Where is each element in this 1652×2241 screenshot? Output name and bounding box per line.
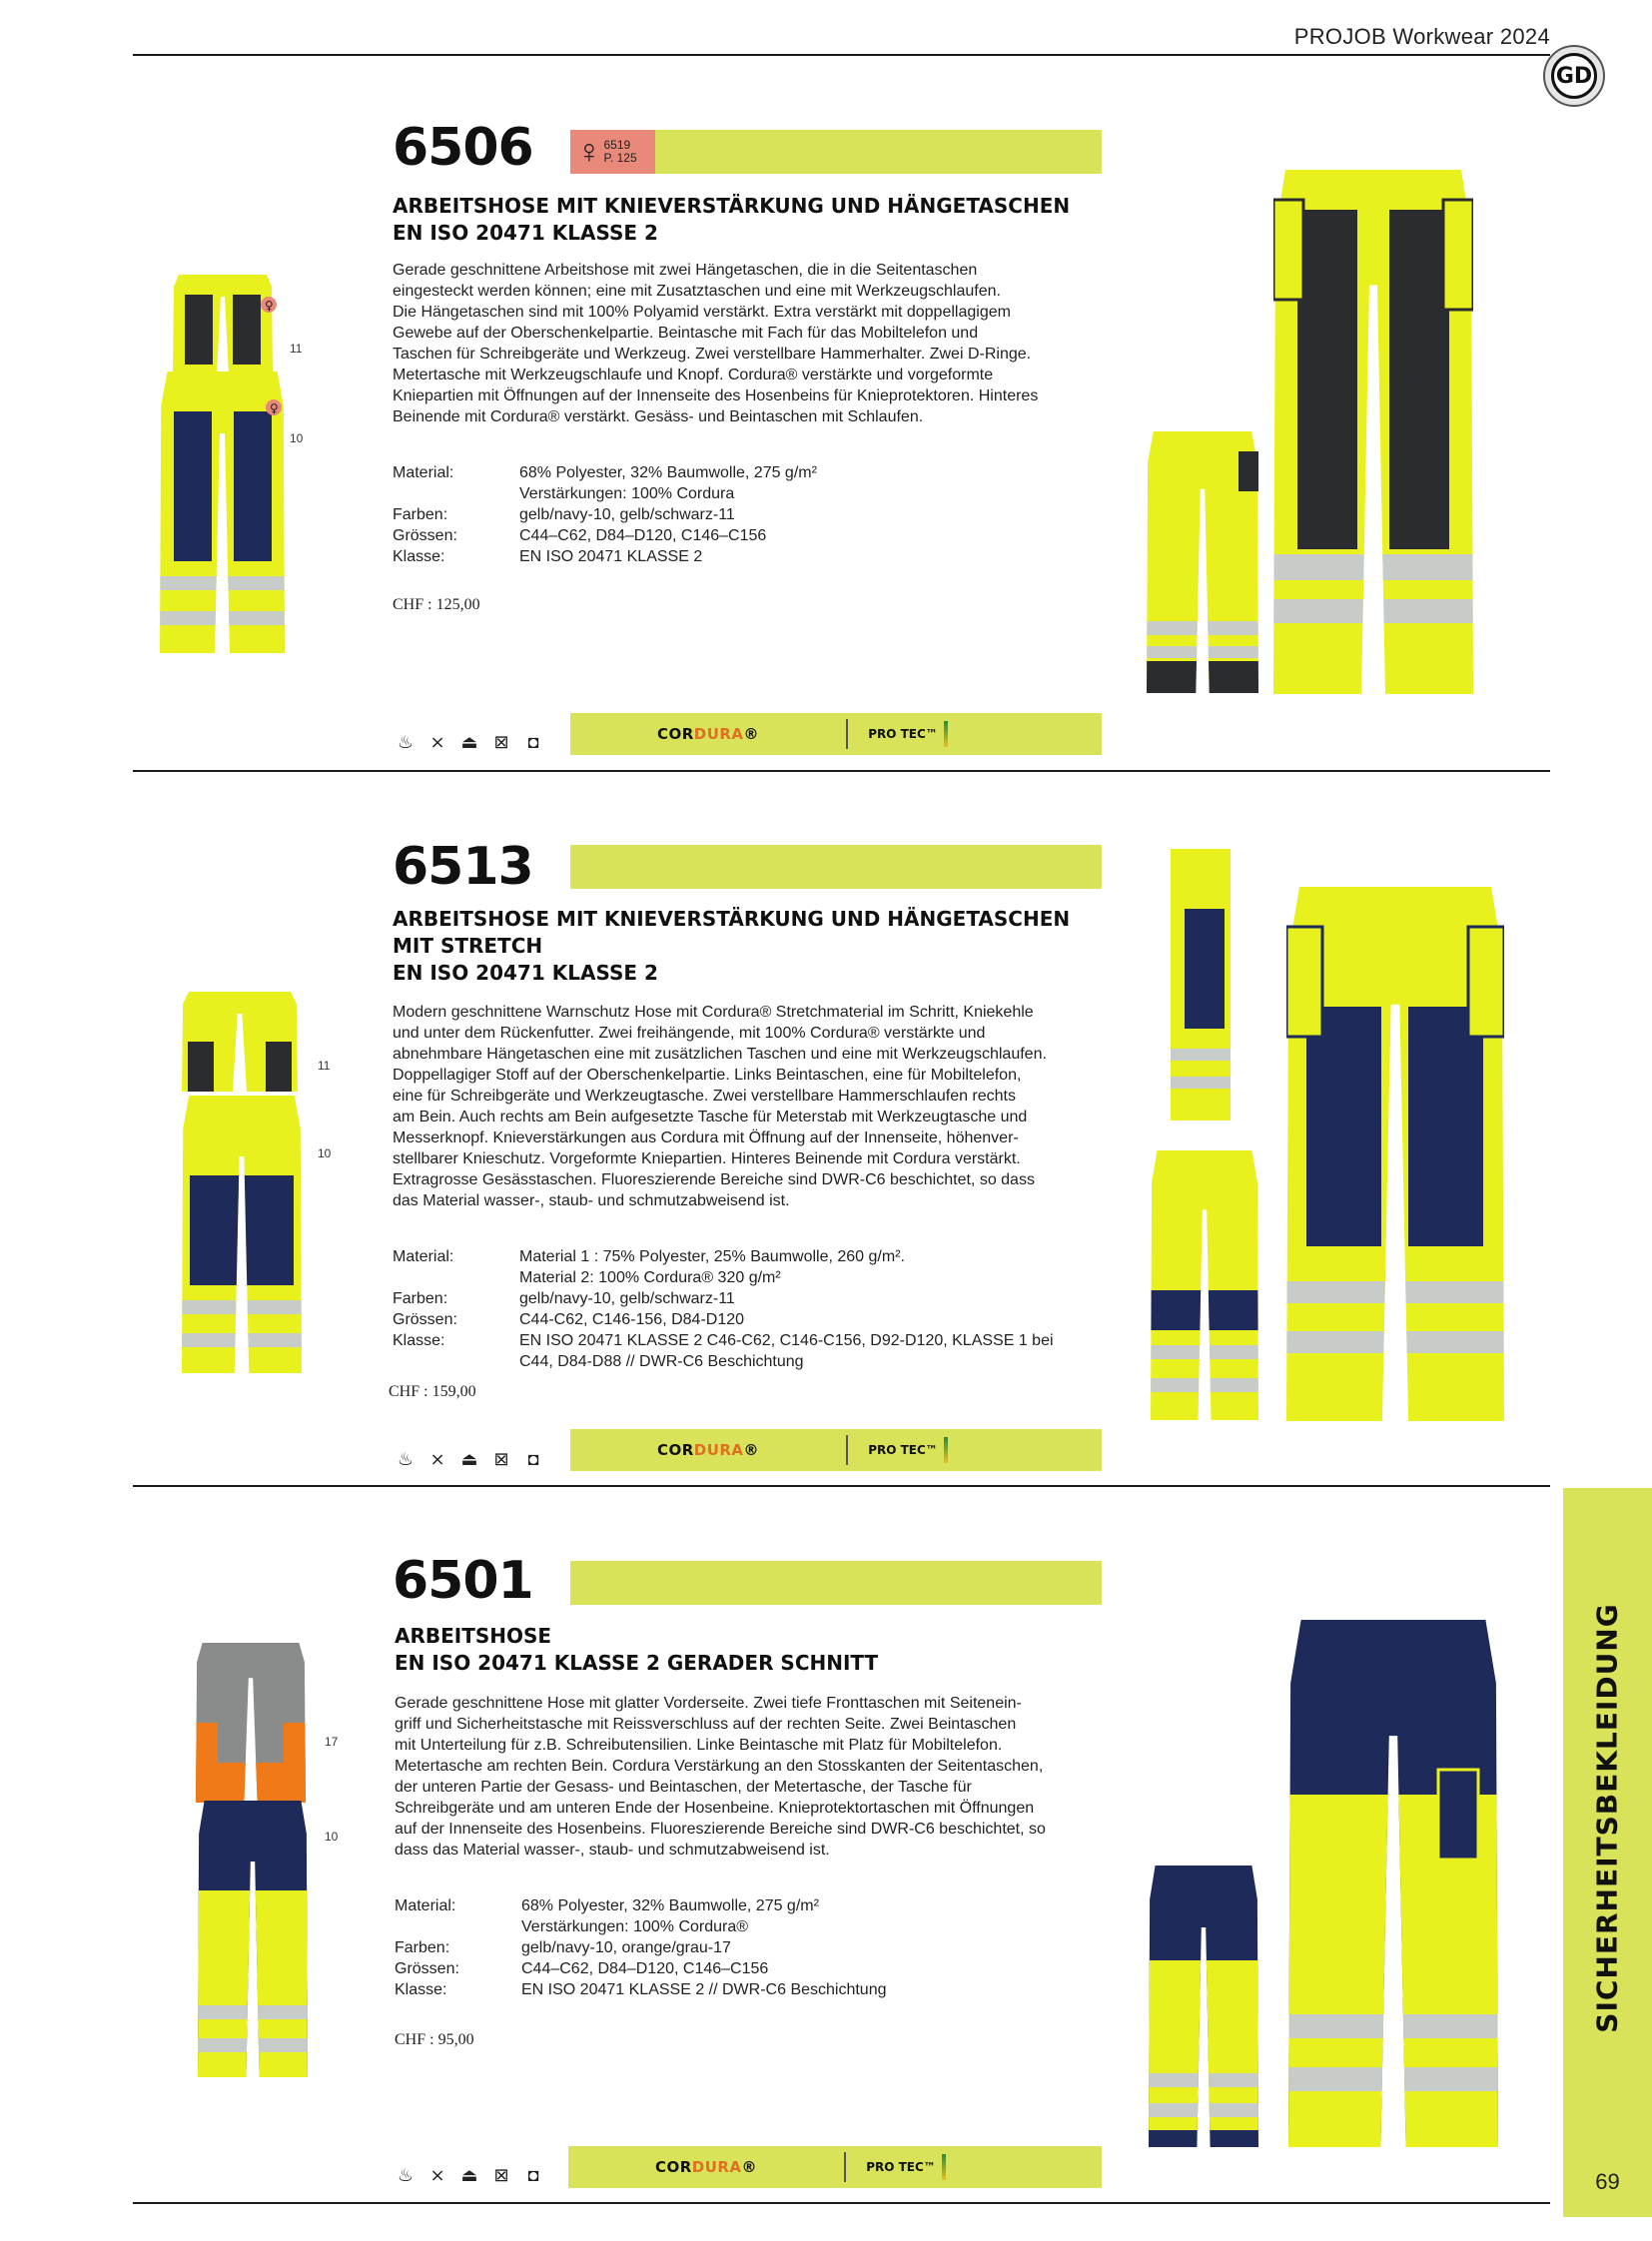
page-number: 69 <box>1563 2147 1652 2217</box>
no-bleach-icon: ⨯ <box>429 1448 445 1469</box>
title-bar <box>655 130 1102 174</box>
footer-rule <box>133 2202 1550 2204</box>
protec-logo: PRO TEC™ <box>866 2160 936 2174</box>
product-photo-front <box>1288 1620 1498 2147</box>
variant-image-yellow-navy[interactable] <box>182 1096 302 1373</box>
dry-clean-icon: ◘ <box>527 1448 539 1469</box>
title-bar <box>570 1561 1102 1605</box>
iron-icon: ⏏ <box>460 731 478 752</box>
no-tumble-dry-icon: ⊠ <box>493 731 509 752</box>
iron-icon: ⏏ <box>460 1448 478 1469</box>
product-photo-back <box>1151 1150 1258 1420</box>
female-version-badge[interactable] <box>570 130 655 174</box>
product-price: CHF : 95,00 <box>395 2031 474 2048</box>
variant-number-top: 11 <box>290 342 303 356</box>
title-bar <box>570 845 1102 889</box>
protec-flag-icon <box>944 721 948 747</box>
section-divider <box>133 770 1550 772</box>
care-symbols <box>393 2163 546 2187</box>
protec-flag-icon <box>942 2154 946 2180</box>
product-code: 6513 <box>393 837 533 897</box>
cordura-logo: CORDURA® <box>656 725 760 743</box>
feature-badges <box>570 1429 1102 1471</box>
variant-number-bottom: 10 <box>318 1146 332 1160</box>
variant-image-yellow-navy[interactable] <box>160 372 285 653</box>
no-tumble-dry-icon: ⊠ <box>493 2164 509 2185</box>
svg-text:♀: ♀ <box>265 299 274 313</box>
product-title: ARBEITSHOSE EN ISO 20471 KLASSE 2 GERADER SCHNITT <box>395 1624 879 1675</box>
variant-image-orange-grey[interactable] <box>196 1643 306 1803</box>
product-specs: Material: Material 1 : 75% Polyester, 25% Baumwolle, 260 g/m². Material 2: 100% Cordura® 320 g/m² Farben: gelb/navy-10, gelb/schwarz-11 Grössen: C44-C62, C146-156, D84-D120 Klasse: EN ISO 20471 KLASSE 2 C46-C62, C146-C156, D92-D120, KLASSE 1 bei C44, D84-D88 // DWR-C6 Beschichtung <box>393 1248 1054 1370</box>
header-rule <box>133 54 1550 56</box>
product-price: CHF : 159,00 <box>389 1383 476 1400</box>
product-photo-front <box>1273 170 1473 694</box>
care-symbols <box>393 1447 546 1471</box>
protec-logo: PRO TEC™ <box>868 727 938 741</box>
svg-text:♀: ♀ <box>270 401 279 415</box>
wash-60-icon: ♨ <box>397 1448 414 1469</box>
brand-logo <box>1543 45 1605 107</box>
no-tumble-dry-icon: ⊠ <box>493 1448 509 1469</box>
female-icon: ♀ <box>576 133 602 171</box>
section-divider <box>133 1485 1550 1487</box>
product-specs: Material: 68% Polyester, 32% Baumwolle, 275 g/m² Verstärkungen: 100% Cordura Farben: gelb/navy-10, gelb/schwarz-11 Grössen: C44–C62, D84–D120, C146–C156 Klasse: EN ISO 20471 KLASSE 2 <box>393 464 817 565</box>
brand-title: PROJOB Workwear 2024 <box>1293 24 1550 49</box>
dry-clean-icon: ◘ <box>527 731 539 752</box>
female-ref-code: 6519 <box>603 138 631 152</box>
care-symbols <box>393 730 546 754</box>
wash-60-icon: ♨ <box>397 731 414 752</box>
product-photo-back <box>1147 431 1258 693</box>
variant-image-yellow-navy[interactable] <box>198 1801 308 2077</box>
product-photo-side <box>1165 849 1237 1120</box>
logo-icon: GD <box>1551 53 1597 99</box>
variant-number-top: 17 <box>325 1735 339 1749</box>
product-code: 6501 <box>393 1551 533 1611</box>
product-photo-front <box>1286 887 1504 1421</box>
variant-number-bottom: 10 <box>325 1830 339 1844</box>
cordura-logo: CORDURA® <box>654 2158 758 2176</box>
product-specs: Material: 68% Polyester, 32% Baumwolle, 275 g/m² Verstärkungen: 100% Cordura® Farben: gelb/navy-10, orange/grau-17 Grössen: C44–C62, D84–D120, C146–C156 Klasse: EN ISO 20471 KLASSE 2 // DWR-C6 Beschichtung <box>395 1897 887 1998</box>
product-description: Modern geschnittene Warnschutz Hose mit Cordura® Stretchmaterial im Schritt, Kniekehle und unter dem Rückenfutter. Zwei freihängende, mit 100% Cordura® verstärkte und abnehmbare Hängetaschen eine mit zusätzlichen Taschen und eine mit Werkzeugschlaufen. Doppellagiger Stoff auf der Oberschenkelpartie. Links Beintaschen, eine für Mobiltelefon, eine für Schreibgeräte und Werkzeugtasche. Zwei verstellbare Hammerschlaufen rechts am Bein. Auch rechts am Bein aufgesetzte Tasche für Meterstab mit Werkzeugtasche und Messerknopf. Knieverstärkungen aus Cordura mit Öffnung auf der Innenseite, höhenver- stellbarer Knieschutz. Vorgeformte Kniepartien. Hinteres Beinende mit Cordura verstärkt. Extragrosse Gesässtaschen. Fluoreszierende Bereiche sind DWR-C6 beschichtet, so dass das Material wasser-, staub- und schmutzabweisend ist. <box>393 1004 1047 1209</box>
iron-icon: ⏏ <box>460 2164 478 2185</box>
product-description: Gerade geschnittene Hose mit glatter Vorderseite. Zwei tiefe Fronttaschen mit Seitenein- griff und Sicherheitstasche mit Reissverschluss auf der rechten Seite. Zwei Beintaschen mit Unterteilung für z.B. Schreibutensilien. Linke Beintasche mit Platz für Mobiltelefon. Metertasche am rechten Bein. Cordura Verstärkung an den Stosskanten der Seitentaschen, der unteren Partie der Gesass- und Beintaschen, der Metertasche, der Tasche für Schreibgeräte und am unteren Ende der Hosenbeine. Knieprotektortaschen mit Öffnungen auf der Innenseite des Hosenbeins. Fluoreszierende Bereiche sind DWR-C6 beschichtet, so dass das Material wasser-, staub- und schmutzabweisend ist. <box>395 1695 1046 1859</box>
variant-image-yellow-black[interactable] <box>165 275 280 374</box>
no-bleach-icon: ⨯ <box>429 2164 445 2185</box>
variant-number-top: 11 <box>318 1059 331 1073</box>
product-code: 6506 <box>393 118 533 178</box>
section-tab-label: SICHERHEITSBEKLEIDUNG <box>1591 1602 1625 2033</box>
cordura-logo: CORDURA® <box>656 1441 760 1459</box>
protec-flag-icon <box>944 1437 948 1463</box>
product-photo-back <box>1149 1866 1258 2147</box>
feature-badges <box>568 2146 1102 2188</box>
dry-clean-icon: ◘ <box>527 2164 539 2185</box>
product-title: ARBEITSHOSE MIT KNIEVERSTÄRKUNG UND HÄNGETASCHEN MIT STRETCH EN ISO 20471 KLASSE 2 <box>393 907 1071 985</box>
feature-badges <box>570 713 1102 755</box>
variant-image-yellow-black[interactable] <box>180 992 300 1092</box>
product-price: CHF : 125,00 <box>393 596 480 613</box>
product-title: ARBEITSHOSE MIT KNIEVERSTÄRKUNG UND HÄNGETASCHEN EN ISO 20471 KLASSE 2 <box>393 194 1071 245</box>
product-description: Gerade geschnittene Arbeitshose mit zwei Hängetaschen, die in die Seitentaschen eingesteckt werden können; eine mit Zusatztaschen und eine mit Werkzeugschlaufen. Die Hängetaschen sind mit 100% Polyamid verstärkt. Extra verstärkt mit doppellagigem Gewebe auf der Oberschenkelpartie. Beintasche mit Fach für das Mobiltelefon und Taschen für Schreibgeräte und Werkzeug. Zwei verstellbare Hammerhalter. Zwei D-Ringe. Metertasche mit Werkzeugschlaufe und Knopf. Cordura® verstärkte und vorgeformte Kniepartien mit Öffnungen auf der Innenseite des Hosenbeins für Knieprotektoren. Hinteres Beinende mit Cordura® verstärkt. Gesäss- und Beintaschen mit Schlaufen. <box>393 262 1039 425</box>
female-ref-page: P. 125 <box>603 151 637 165</box>
wash-60-icon: ♨ <box>397 2164 414 2185</box>
protec-logo: PRO TEC™ <box>868 1443 938 1457</box>
variant-number-bottom: 10 <box>290 431 304 445</box>
no-bleach-icon: ⨯ <box>429 731 445 752</box>
